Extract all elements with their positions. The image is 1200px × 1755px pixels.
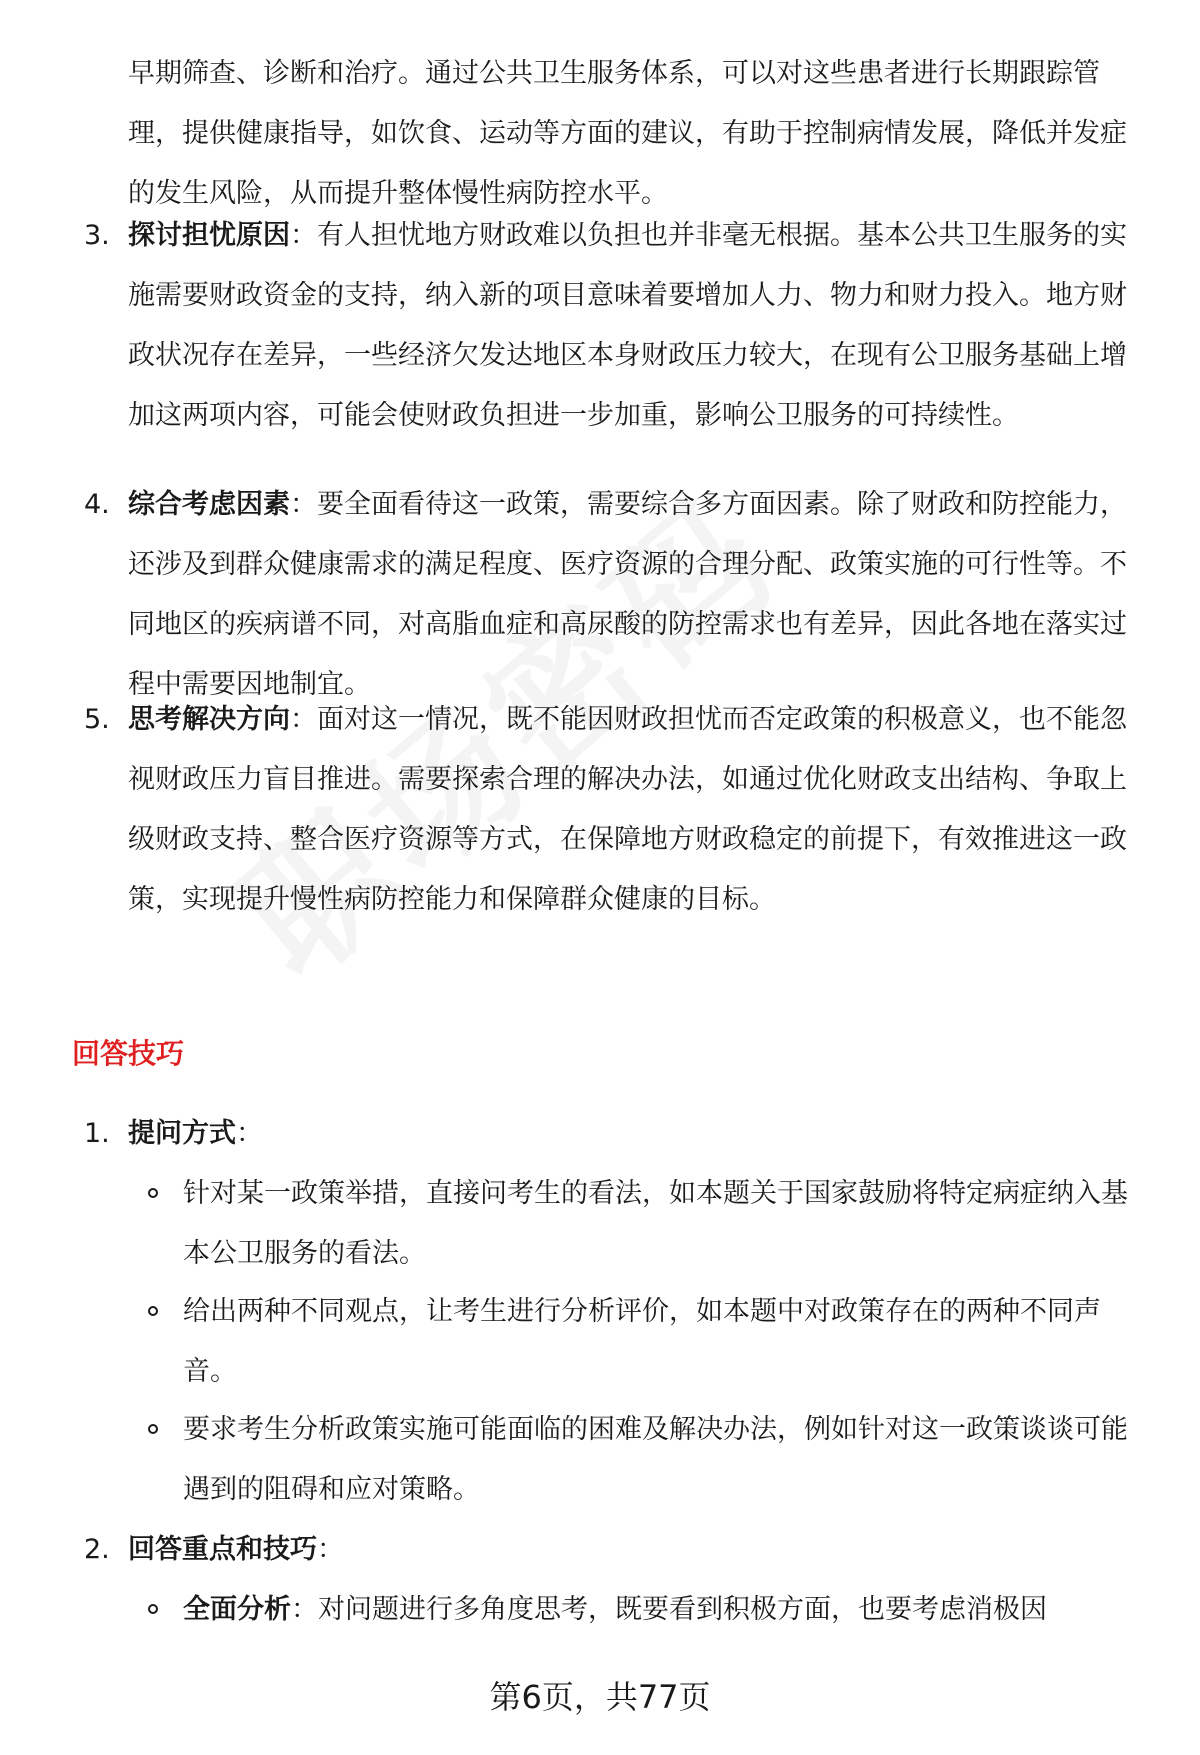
page-number-label: 第6页，共77页: [489, 1678, 711, 1716]
item-title: 提问方式: [128, 1118, 236, 1149]
bullet-title: 全面分析: [183, 1594, 291, 1625]
item-separator: ：: [290, 704, 317, 735]
item-number: 1.: [84, 1118, 110, 1149]
item-text: 要全面看待这一政策，需要综合多方面因素。除了财政和防控能力，还涉及到群众健康需求的满足程度、医疗资源的合理分配、政策实施的可行性等。不同地区的疾病谱不同，对高脂血症和高尿酸的防控需求也有差异，因此各地在落实过程中需要因地制宜。: [128, 489, 1127, 700]
bullet-text: 对问题进行多角度思考，既要看到积极方面，也要考虑消极因: [318, 1594, 1047, 1625]
item-separator: ：: [236, 1118, 263, 1149]
item-title: 思考解决方向: [128, 704, 290, 735]
item-separator: ：: [290, 489, 317, 520]
item-title: 回答重点和技巧: [128, 1534, 317, 1565]
bullet-separator: ：: [291, 1594, 318, 1625]
item-number: 5.: [84, 704, 110, 735]
item-separator: ：: [317, 1534, 344, 1565]
tips-bullet-2: [148, 1282, 1138, 1402]
item-title: 探讨担忧原因: [128, 220, 290, 251]
item-number: 4.: [84, 489, 110, 520]
analysis-item-4: [84, 475, 1128, 715]
circle-bullet-icon: [148, 1188, 158, 1198]
intro-continuation-text: 早期筛查、诊断和治疗。通过公共卫生服务体系，可以对这些患者进行长期跟踪管理，提供健康指导，如饮食、运动等方面的建议，有助于控制病情发展，降低并发症的发生风险，从而提升整体慢性病防控水平。: [128, 58, 1127, 209]
circle-bullet-icon: [148, 1424, 158, 1434]
circle-bullet-icon: [148, 1306, 158, 1316]
tips-bullet-3: [148, 1400, 1138, 1520]
section-title-answer-tips: 回答技巧: [72, 1037, 185, 1070]
item-text: 有人担忧地方财政难以负担也并非毫无根据。基本公共卫生服务的实施需要财政资金的支持，纳入新的项目意味着要增加人力、物力和财力投入。地方财政状况存在差异，一些经济欠发达地区本身财政压力较大，在现有公卫服务基础上增加这两项内容，可能会使财政负担进一步加重，影响公卫服务的可持续性。: [128, 220, 1127, 431]
bullet-text: 要求考生分析政策实施可能面临的困难及解决办法，例如针对这一政策谈谈可能遇到的阻碍和应对策略。: [183, 1414, 1128, 1505]
analysis-item-3: [84, 206, 1128, 446]
item-text: 面对这一情况，既不能因财政担忧而否定政策的积极意义，也不能忽视财政压力盲目推进。需要探索合理的解决办法，如通过优化财政支出结构、争取上级财政支持、整合医疗资源等方式，在保障地方财政稳定的前提下，有效推进这一政策，实现提升慢性病防控能力和保障群众健康的目标。: [128, 704, 1127, 915]
circle-bullet-icon: [148, 1604, 158, 1614]
tips-item-2-bullet-1: [148, 1580, 1138, 1640]
item-separator: ：: [290, 220, 317, 251]
tips-item-1: [84, 1104, 1128, 1164]
tips-bullet-1: [148, 1164, 1138, 1284]
bullet-text: 针对某一政策举措，直接问考生的看法，如本题关于国家鼓励将特定病症纳入基本公卫服务的看法。: [183, 1178, 1128, 1269]
page-footer: [0, 1672, 1200, 1722]
intro-continuation-paragraph: [128, 44, 1128, 224]
bullet-text: 给出两种不同观点，让考生进行分析评价，如本题中对政策存在的两种不同声音。: [183, 1296, 1101, 1387]
item-number: 2.: [84, 1534, 110, 1565]
analysis-item-5: [84, 690, 1128, 930]
item-number: 3.: [84, 220, 110, 251]
item-title: 综合考虑因素: [128, 489, 290, 520]
tips-item-2: [84, 1520, 1128, 1580]
